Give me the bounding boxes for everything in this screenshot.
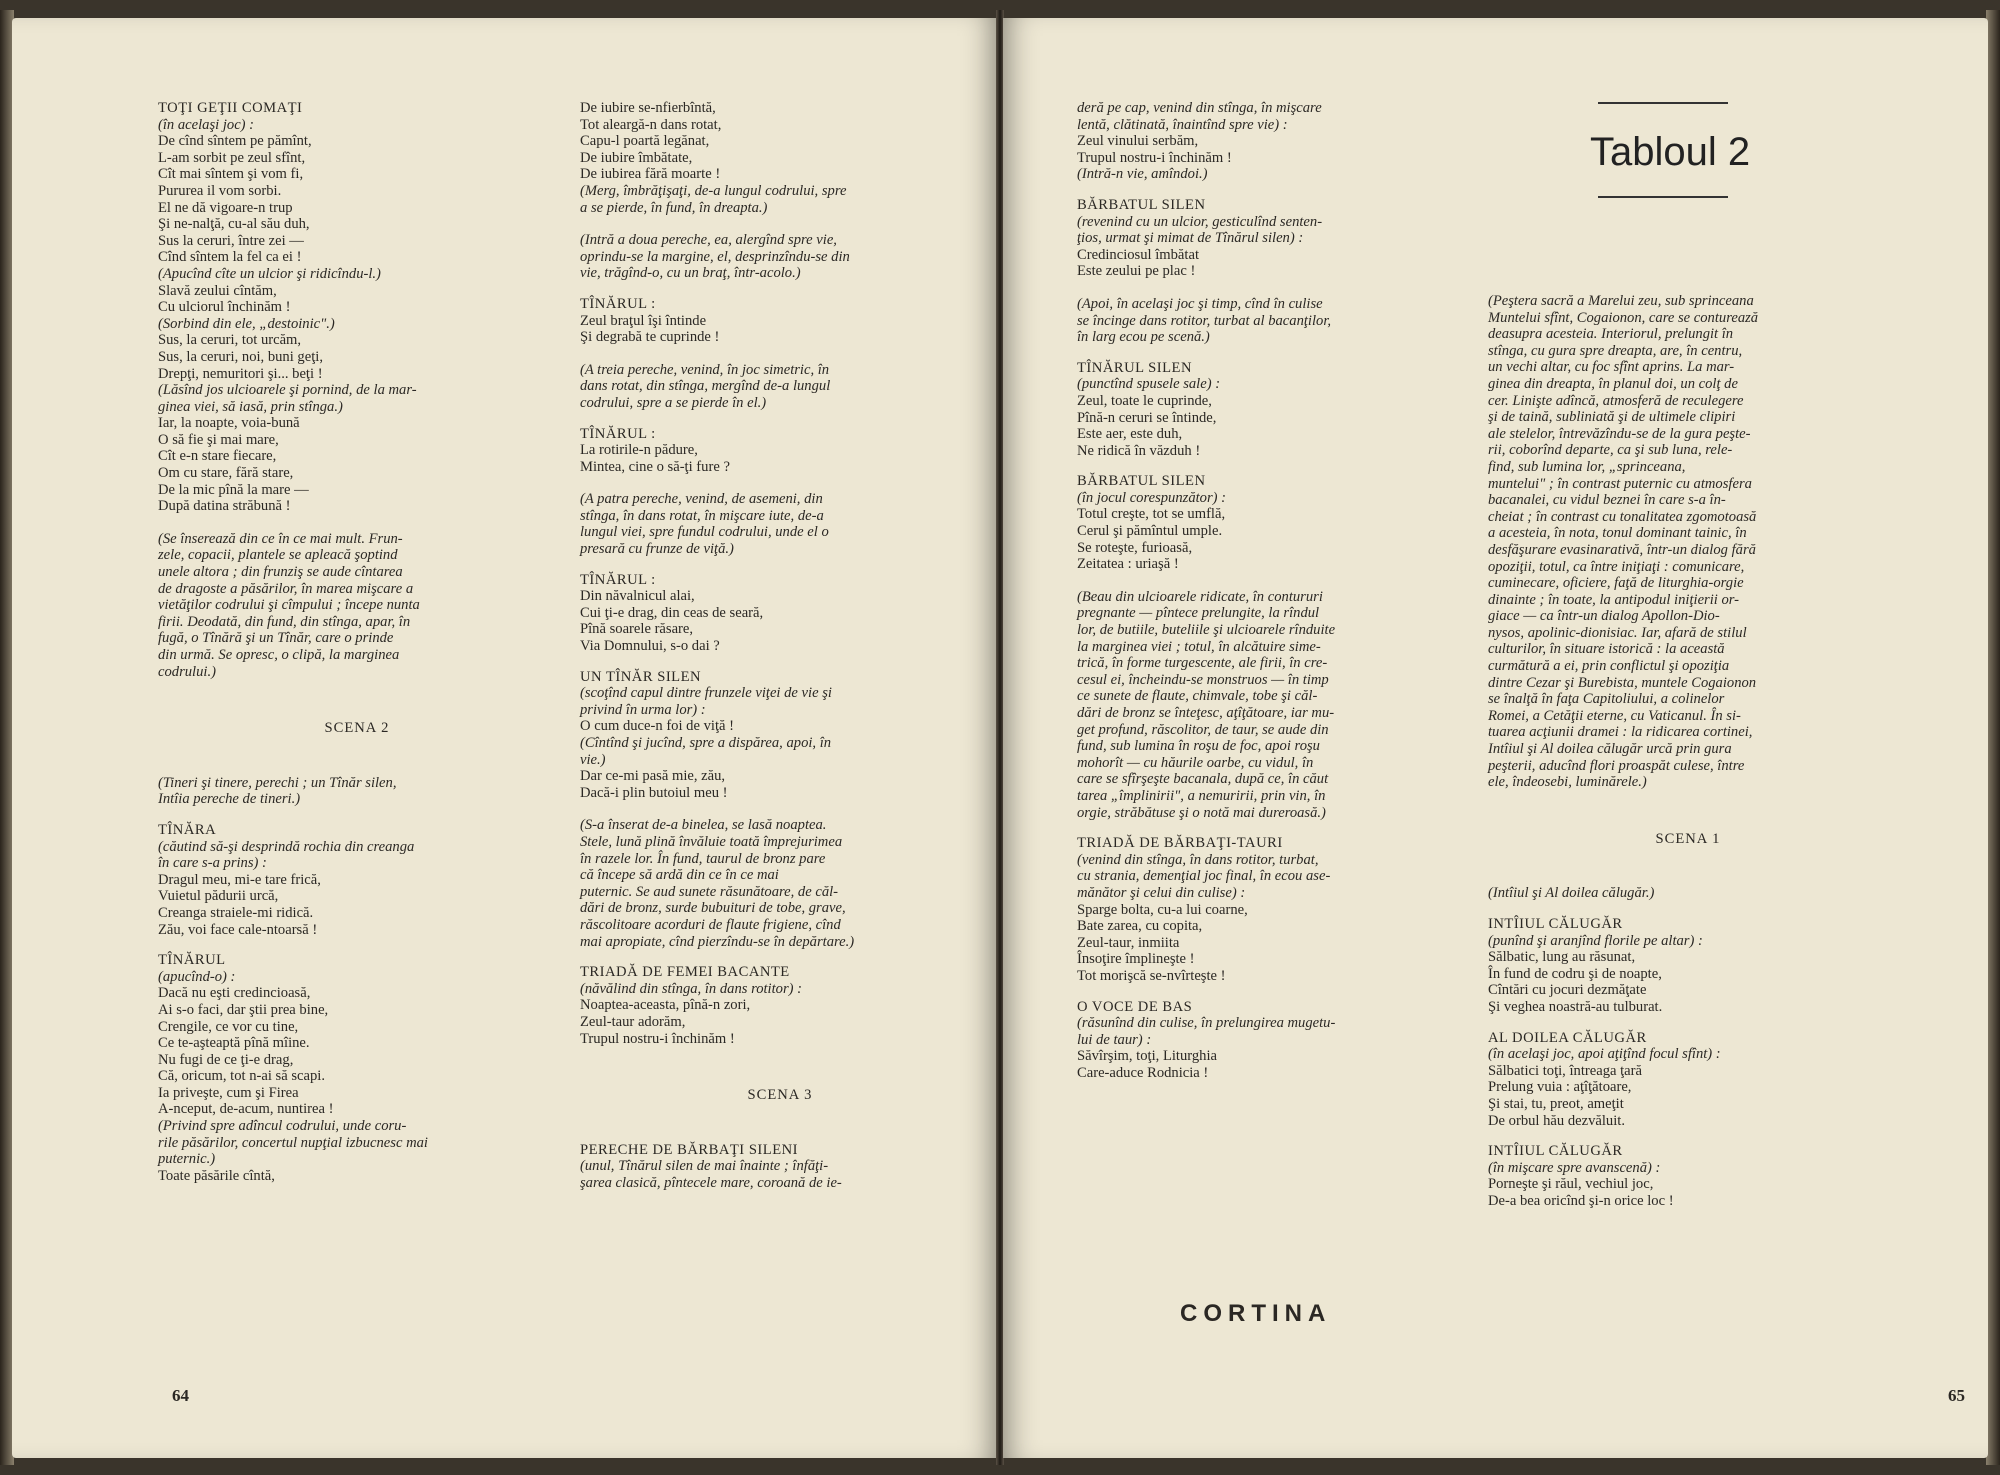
stage-direction: cesul ei, încheindu-se monstruos — în timp: [1077, 671, 1329, 688]
speaker-name: BĂRBATUL SILEN: [1077, 473, 1206, 490]
stage-direction: trică, în forme turgescente, ale firii, în cre-: [1077, 655, 1328, 672]
verse-line: Zeul vinului serbăm,: [1077, 133, 1199, 150]
title-rule-top: [1598, 102, 1728, 104]
verse-line: Slavă zeului cîntăm,: [158, 282, 277, 299]
stage-direction: vietăţilor codrului şi cîmpului ; începe nunta: [158, 597, 420, 614]
stage-direction: (în mişcare spre avanscenă) :: [1488, 1159, 1661, 1176]
stage-direction: lentă, clătinată, înaintînd spre vie) :: [1077, 116, 1288, 133]
verse-line: Trupul nostru-i închinăm !: [580, 1030, 735, 1047]
verse-line: Om cu stare, fără stare,: [158, 465, 294, 482]
stage-direction: peşterii, aducînd flori proaspăt culese, între: [1488, 757, 1745, 774]
stage-direction: mai apropiate, cînd pierzîndu-se în depărtare.): [580, 933, 855, 950]
stage-direction: vie, trăgînd-o, cu un braţ, într-acolo.): [580, 265, 801, 282]
page-number-right: 65: [1948, 1386, 1965, 1405]
speaker-name: INTÎIUL CĂLUGĂR: [1488, 916, 1623, 932]
verse-line: Zeul-taur, inmiita: [1077, 934, 1180, 951]
verse-line: Totul creşte, tot se umflă,: [1077, 506, 1226, 523]
stage-direction: puternic.): [158, 1151, 216, 1168]
stage-direction: (Cîntînd şi jucînd, spre a dispărea, apoi, în: [580, 735, 832, 751]
verse-line: După datina străbună !: [158, 498, 291, 515]
stage-direction: nysos, apolinic-dionisiac. Iar, afară de stilul: [1488, 624, 1747, 641]
stage-direction: se încinge dans rotitor, turbat al bacanţilor,: [1077, 312, 1332, 329]
stage-direction: (în acelaşi joc) :: [158, 116, 255, 133]
verse-line: Cu ulciorul închinăm !: [158, 299, 291, 316]
stage-direction: culturilor, în situare istorică : la această: [1488, 641, 1725, 658]
stage-direction: ce sunete de flaute, chimvale, tobe şi căl-: [1077, 688, 1318, 705]
verse-line: Trupul nostru-i închinăm !: [1077, 149, 1232, 166]
stage-direction: (Beau din ulcioarele ridicate, în contururi: [1077, 588, 1323, 605]
stage-direction: vie.): [580, 751, 606, 768]
spacer: [158, 515, 556, 531]
verse-line: Ce te-aşteaptă pînă mîine.: [158, 1035, 310, 1052]
stage-direction: (Apucînd cîte un ulcior şi ridicîndu-l.): [158, 265, 381, 282]
verse-line: Din năvalnicul alai,: [580, 588, 695, 605]
stage-direction: (apucînd-o) :: [158, 968, 236, 985]
spacer: [580, 346, 980, 362]
verse-line: De iubirea fără moarte !: [580, 166, 721, 183]
curtain-label: CORTINA: [1180, 1300, 1332, 1327]
stage-direction: şi de taină, subliniată şi de ultimele clipiri: [1488, 409, 1736, 426]
verse-line: A-nceput, de-acum, nuntirea !: [158, 1101, 334, 1118]
stage-direction: codrului.): [158, 663, 216, 680]
spacer: [580, 475, 980, 491]
verse-line: Nu fugi de ce ţi-e drag,: [158, 1051, 294, 1068]
stage-direction: în larg ecou pe scenă.): [1077, 329, 1210, 346]
speaker-name: AL DOILEA CĂLUGĂR: [1488, 1029, 1647, 1046]
verse-line: Noaptea-aceasta, pînă-n zori,: [580, 997, 751, 1014]
stage-direction: (Lăsînd jos ulcioarele şi pornind, de la mar-: [158, 382, 417, 399]
scene-heading: SCENA 2: [324, 720, 390, 737]
stage-direction: a se pierde, în fund, în dreapta.): [580, 199, 768, 216]
speaker-name: PERECHE DE BĂRBAŢI SILENI: [580, 1141, 799, 1158]
verse-line: Pururea il vom sorbi.: [158, 182, 282, 199]
verse-line: De orbul hău dezvăluit.: [1488, 1112, 1625, 1129]
stage-direction: deră pe cap, venind din stînga, în mişcare: [1077, 100, 1322, 116]
verse-line: Ia priveşte, cum şi Firea: [158, 1084, 299, 1101]
stage-direction: (punctînd spusele sale) :: [1077, 376, 1221, 393]
verse-line: Bate zarea, cu copita,: [1077, 918, 1203, 935]
stage-direction: ţios, urmat şi mimat de Tînărul silen) :: [1077, 230, 1304, 247]
stage-direction: un vechi altar, cu foc sfînt aprins. La mar-: [1488, 359, 1735, 376]
verse-line: Este zeului pe plac !: [1077, 263, 1196, 280]
verse-line: Şi ne-nalţă, cu-al său duh,: [158, 216, 310, 233]
tableau-title: Tabloul 2: [1590, 130, 1751, 174]
verse-line: Dacă-i plin butoiul meu !: [580, 784, 728, 801]
stage-direction: zele, copacii, plantele se apleacă şoptind: [158, 547, 398, 564]
verse-line: Tot morişcă se-nvîrteşte !: [1077, 967, 1226, 984]
verse-line: Şi veghea noastră-au tulburat.: [1488, 998, 1663, 1015]
stage-direction: giace — ca într-un dialog Apollon-Dio-: [1488, 608, 1720, 625]
stage-direction: (răsunînd din culise, în prelungirea mugetu-: [1077, 1015, 1336, 1032]
stage-direction: codrului, spre a se pierde în el.): [580, 394, 767, 411]
stage-direction: dintre Cezar şi Burebista, muntele Cogaionon: [1488, 674, 1757, 691]
scene-heading: SCENA 1: [1655, 830, 1721, 847]
verse-line: Ai s-o faci, dar ştii prea bine,: [158, 1001, 329, 1018]
verse-line: Toate păsările cîntă,: [158, 1167, 275, 1184]
verse-line: O să fie şi mai mare,: [158, 431, 279, 448]
verse-line: Tot aleargă-n dans rotat,: [580, 116, 722, 133]
stage-direction: stînga, cu gura spre dreapta, are, în centru,: [1488, 342, 1743, 359]
stage-direction: cu strania, demenţial joc final, în ecou ase-: [1077, 868, 1331, 885]
stage-direction: get profund, răscolitor, de taur, se aude din: [1077, 721, 1329, 738]
speaker-name: TÎNĂRUL :: [580, 295, 656, 312]
verse-line: De iubire se-nfierbîntă,: [580, 100, 716, 116]
stage-direction: rii, coborînd departe, ca şi sub luna, rele-: [1488, 442, 1733, 459]
stage-direction: Muntelui sfînt, Cogaionon, care se conturează: [1488, 309, 1759, 326]
stage-direction: (scoţînd capul dintre frunzele viţei de vie şi: [580, 685, 832, 702]
verse-line: Crengile, ce vor cu tine,: [158, 1018, 299, 1035]
stage-direction: (unul, Tînărul silen de mai înainte ; înfăţi-: [580, 1158, 829, 1175]
verse-line: Iar, la noapte, voia-bună: [158, 415, 300, 432]
spacer: [1077, 280, 1477, 296]
stage-direction: orgie, străbătuse şi o notă mai dureroasă.): [1077, 804, 1326, 821]
verse-line: Cui ţi-e drag, din ceas de seară,: [580, 604, 764, 621]
verse-line: De cînd sîntem pe pămînt,: [158, 133, 312, 150]
verse-line: De-a bea oricînd şi-n orice loc !: [1488, 1192, 1674, 1209]
right-column-2: [1488, 293, 1888, 1210]
speaker-name: TRIADĂ DE BĂRBAŢI-TAURI: [1077, 835, 1283, 852]
speaker-name: TOŢI GEŢII COMAŢI: [158, 100, 303, 116]
verse-line: El ne dă vigoare-n trup: [158, 199, 293, 216]
stage-direction: cer. Linişte adîncă, atmosferă de reculegere: [1488, 392, 1744, 409]
verse-line: Via Domnului, s-o dai ?: [580, 638, 720, 655]
stage-direction: (A patra pereche, venind, de asemeni, din: [580, 491, 823, 508]
verse-line: Cînd sîntem la fel ca ei !: [158, 249, 302, 266]
stage-direction: opoziţii, totul, ca între iniţiaţi : comunicare,: [1488, 558, 1745, 575]
verse-line: Porneşte şi răul, vechiul joc,: [1488, 1176, 1654, 1193]
stage-direction: ginea viei, să iasă, prin stînga.): [158, 398, 343, 415]
stage-direction: deasupra acesteia. Interiorul, prelungit în: [1488, 326, 1734, 343]
speaker-name: TRIADĂ DE FEMEI BACANTE: [580, 964, 790, 981]
verse-line: Zeitatea : uriaşă !: [1077, 556, 1179, 573]
verse-line: Credinciosul îmbătat: [1077, 246, 1199, 263]
stage-direction: firii. Deodată, din fund, din stînga, apar, în: [158, 613, 411, 630]
verse-line: Drepţi, nemuritori şi... beţi !: [158, 365, 323, 382]
stage-direction: mohorît — cu hăurile oarbe, cu vidul, în: [1077, 754, 1314, 771]
stage-direction: (Intră-n vie, amîndoi.): [1077, 166, 1208, 183]
stage-direction: ele, îndeosebi, luminărele.): [1488, 774, 1647, 791]
stage-direction: Romei, a Cetăţii eterne, cu Vaticanul. În si-: [1488, 707, 1741, 724]
stage-direction: lor, de butiile, buteliile şi ulcioarele rînduite: [1077, 622, 1336, 639]
stage-direction: desfăşurare evasinarativă, într-un dialog fără: [1488, 541, 1756, 558]
speaker-name: TÎNĂRA: [158, 821, 217, 838]
stage-direction: tuarea acţiunii dramei : la ridicarea cortinei,: [1488, 724, 1753, 741]
speaker-name: BĂRBATUL SILEN: [1077, 196, 1206, 213]
speaker-name: TÎNĂRUL: [158, 952, 226, 969]
stage-direction: dans rotat, din stînga, mergînd de-a lungul: [580, 378, 831, 395]
verse-line: Însoţire împlineşte !: [1077, 951, 1195, 968]
verse-line: De iubire îmbătate,: [580, 149, 693, 166]
verse-line: Care-aduce Rodnicia !: [1077, 1064, 1209, 1081]
verse-line: Sus, la ceruri, noi, buni geţi,: [158, 348, 323, 365]
verse-line: Capu-l poartă legănat,: [580, 133, 710, 150]
verse-line: Vuietul pădurii urcă,: [158, 888, 279, 905]
verse-line: L-am sorbit pe zeul sfînt,: [158, 149, 306, 166]
page-number-left: 64: [172, 1386, 189, 1405]
stage-direction: privind în urma lor) :: [580, 701, 706, 718]
stage-direction: Intîia pereche de tineri.): [158, 791, 301, 808]
stage-direction: presară cu frunze de viţă.): [580, 541, 734, 558]
verse-line: Cît e-n stare fiecare,: [158, 448, 277, 465]
stage-direction: lui de taur) :: [1077, 1031, 1152, 1048]
stage-direction: bacanalei, cu vidul beznei în care s-a în-: [1488, 492, 1726, 509]
stage-direction: răscolitoare acorduri de flaute frigiene, cînd: [580, 916, 841, 933]
stage-direction: (Peştera sacră a Marelui zeu, sub sprinceana: [1488, 293, 1754, 309]
verse-line: Zeul-taur adorăm,: [580, 1013, 686, 1030]
verse-line: Dacă nu eşti credincioasă,: [158, 985, 311, 1002]
verse-line: Ne ridică în văzduh !: [1077, 442, 1201, 459]
verse-line: Pînă-n ceruri se întinde,: [1077, 409, 1217, 426]
stage-direction: (punînd şi aranjînd florile pe altar) :: [1488, 932, 1703, 949]
stage-direction: (Intră a doua pereche, ea, alergînd spre vie,: [580, 232, 837, 249]
stage-direction: (în acelaşi joc, apoi aţiţînd focul sfînt) :: [1488, 1046, 1721, 1063]
left-page: [12, 18, 997, 1458]
verse-line: Cîntări cu jocuri dezmăţate: [1488, 982, 1647, 999]
stage-direction: (Privind spre adîncul codrului, unde coru-: [158, 1118, 407, 1135]
stage-direction: ginea din dreapta, în planul doi, un colţ de: [1488, 375, 1738, 392]
verse-line: De la mic pînă la mare —: [158, 481, 309, 498]
verse-line: Sus, la ceruri, tot urcăm,: [158, 332, 302, 349]
stage-direction: pregnante — pîntece prelungite, la rîndul: [1077, 605, 1320, 622]
spacer: [580, 801, 980, 817]
verse-line: Zeul braţul îşi întinde: [580, 312, 707, 329]
verse-line: Creanga straiele-mi ridică.: [158, 904, 314, 921]
verse-line: O cum duce-n foi de viţă !: [580, 718, 734, 735]
stage-direction: a acesteia, în nota, tonul dominant tainic, în: [1488, 525, 1747, 542]
verse-line: Săvîrşim, toţi, Liturghia: [1077, 1048, 1217, 1065]
verse-line: Este aer, este duh,: [1077, 426, 1183, 443]
verse-line: Sălbatici toţi, întreaga ţară: [1488, 1062, 1642, 1079]
verse-line: Şi degrabă te cuprinde !: [580, 329, 720, 346]
stage-direction: dări de bronz se înteţesc, aţîţătoare, iar mu-: [1077, 705, 1335, 721]
speaker-name: INTÎIUL CĂLUGĂR: [1488, 1143, 1623, 1160]
stage-direction: dări de bronz, surde bubuituri de tobe, grave,: [580, 900, 846, 917]
stage-direction: oprindu-se la margine, el, desprinzîndu-se din: [580, 248, 850, 265]
stage-direction: care se sfîrşeşte bacanala, după ce, în căut: [1077, 771, 1329, 788]
stage-direction: (Se înserează din ce în ce mai mult. Frun-: [158, 530, 403, 547]
speaker-name: TÎNĂRUL :: [580, 425, 656, 442]
stage-direction: fugă, o Tînără şi un Tînăr, care o prinde: [158, 630, 394, 647]
verse-line: Sălbatic, lung au răsunat,: [1488, 949, 1636, 966]
stage-direction: în care s-a prins) :: [158, 855, 267, 872]
stage-direction: (în jocul corespunzător) :: [1077, 489, 1227, 506]
verse-line: Cerul şi pămîntul umple.: [1077, 523, 1223, 540]
stage-direction: (revenind cu un ulcior, gesticulînd senten-: [1077, 213, 1323, 230]
title-rule-bottom: [1598, 196, 1728, 198]
verse-line: Mintea, cine o să-ţi fure ?: [580, 458, 730, 475]
verse-line: Zeul, toate le cuprinde,: [1077, 392, 1212, 409]
scene-heading: SCENA 3: [747, 1087, 813, 1104]
stage-direction: curmătură a ei, prin conflictul şi opoziţia: [1488, 658, 1730, 675]
verse-line: În fund de codru şi de noapte,: [1488, 965, 1662, 982]
verse-line: Dar ce-mi pasă mie, zău,: [580, 768, 726, 785]
verse-line: Pînă soarele răsare,: [580, 621, 694, 638]
verse-line: Dragul meu, mi-e tare frică,: [158, 871, 321, 888]
verse-line: La rotirile-n pădure,: [580, 442, 698, 459]
stage-direction: tarea „împlinirii", a nemuririi, prin vin, în: [1077, 787, 1326, 804]
left-column-2: [580, 100, 980, 1191]
stage-direction: dinainte ; în toate, la antipodul iniţierii or-: [1488, 591, 1740, 608]
verse-line: Şi stai, tu, preot, ameţit: [1488, 1095, 1624, 1112]
verse-line: Prelung vuia : aţîţătoare,: [1488, 1079, 1632, 1096]
verse-line: Sus la ceruri, între zei —: [158, 232, 304, 249]
stage-direction: (năvălind din stînga, în dans rotitor) :: [580, 980, 803, 997]
right-page: [1003, 18, 1988, 1458]
stage-direction: Stele, lună plină învăluie toată împrejurimea: [580, 833, 843, 850]
stage-direction: Intîiul şi Al doilea călugăr urcă prin gura: [1488, 741, 1732, 758]
verse-line: Cît mai sîntem şi vom fi,: [158, 166, 304, 183]
stage-direction: din urmă. Se opresc, o clipă, la marginea: [158, 647, 400, 663]
right-column-1: [1077, 100, 1477, 1081]
stage-direction: lungul viei, spre fundul codrului, unde el o: [580, 524, 829, 541]
stage-direction: (A treia pereche, venind, în joc simetric, în: [580, 361, 830, 378]
stage-direction: cheiat ; în contrast cu tonalitatea zgomotoasă: [1488, 508, 1757, 525]
verse-line: Că, oricum, tot n-ai să scapi.: [158, 1068, 325, 1085]
stage-direction: puternic. Se aud sunete răsunătoare, de căl-: [580, 883, 839, 900]
stage-direction: de dragoste a păsărilor, în marea mişcare a: [158, 580, 414, 597]
left-column-1: [158, 100, 556, 1184]
book-edge-right: [1986, 10, 2000, 1465]
stage-direction: mănător şi celui din culise) :: [1077, 884, 1246, 901]
spacer: [1077, 573, 1477, 589]
stage-direction: (Merg, îmbrăţişaţi, de-a lungul codrului, spre: [580, 182, 847, 199]
stage-direction: muntelui" ; în contrast puternic cu atmosfera: [1488, 475, 1752, 492]
stage-direction: fund, sub lumina în roşu de foc, apoi roşu: [1077, 738, 1320, 755]
stage-direction: (Apoi, în acelaşi joc şi timp, cînd în culise: [1077, 295, 1323, 312]
verse-line: Se roteşte, furioasă,: [1077, 539, 1193, 556]
spacer: [580, 216, 980, 232]
stage-direction: (Tineri şi tinere, perechi ; un Tînăr silen,: [158, 774, 397, 791]
stage-direction: că începe să ardă din ce în ce mai: [580, 867, 779, 884]
stage-direction: în razele lor. În fund, taurul de bronz pare: [580, 850, 826, 867]
verse-line: Zău, voi face cale-ntoarsă !: [158, 921, 318, 938]
speaker-name: UN TÎNĂR SILEN: [580, 668, 702, 685]
stage-direction: la marginea viei ; totul, în alcătuire sime-: [1077, 638, 1321, 655]
stage-direction: (Intîiul şi Al doilea călugăr.): [1488, 885, 1655, 902]
verse-line: Sparge bolta, cu-a lui coarne,: [1077, 901, 1248, 918]
speaker-name: TÎNĂRUL :: [580, 571, 656, 588]
stage-direction: (Sorbind din ele, „destoinic".): [158, 315, 335, 332]
stage-direction: rile păsărilor, concertul nupţial izbucnesc mai: [158, 1134, 428, 1151]
stage-direction: (S-a înserat de-a binelea, se lasă noaptea.: [580, 817, 827, 834]
stage-direction: ale stelelor, întrevăzîndu-se de la gura peşte-: [1488, 425, 1751, 442]
stage-direction: unele altora ; din frunziş se aude cîntarea: [158, 564, 403, 581]
stage-direction: cuminecare, oficiere, faţă de liturghia-orgie: [1488, 575, 1744, 592]
stage-direction: (căutind să-şi desprindă rochia din creanga: [158, 838, 415, 855]
stage-direction: stînga, în dans rotat, în mişcare iute, de-a: [580, 507, 824, 524]
stage-direction: se înalţă în faţa Capitoliului, a colinelor: [1488, 691, 1725, 708]
stage-direction: find, sub lumina lor, „sprinceana,: [1488, 458, 1686, 475]
stage-direction: şarea clasică, pîntecele mare, coroană de ie-: [580, 1174, 842, 1191]
speaker-name: O VOCE DE BAS: [1077, 998, 1193, 1015]
speaker-name: TÎNĂRUL SILEN: [1077, 359, 1192, 376]
stage-direction: (venind din stînga, în dans rotitor, turbat,: [1077, 851, 1319, 868]
